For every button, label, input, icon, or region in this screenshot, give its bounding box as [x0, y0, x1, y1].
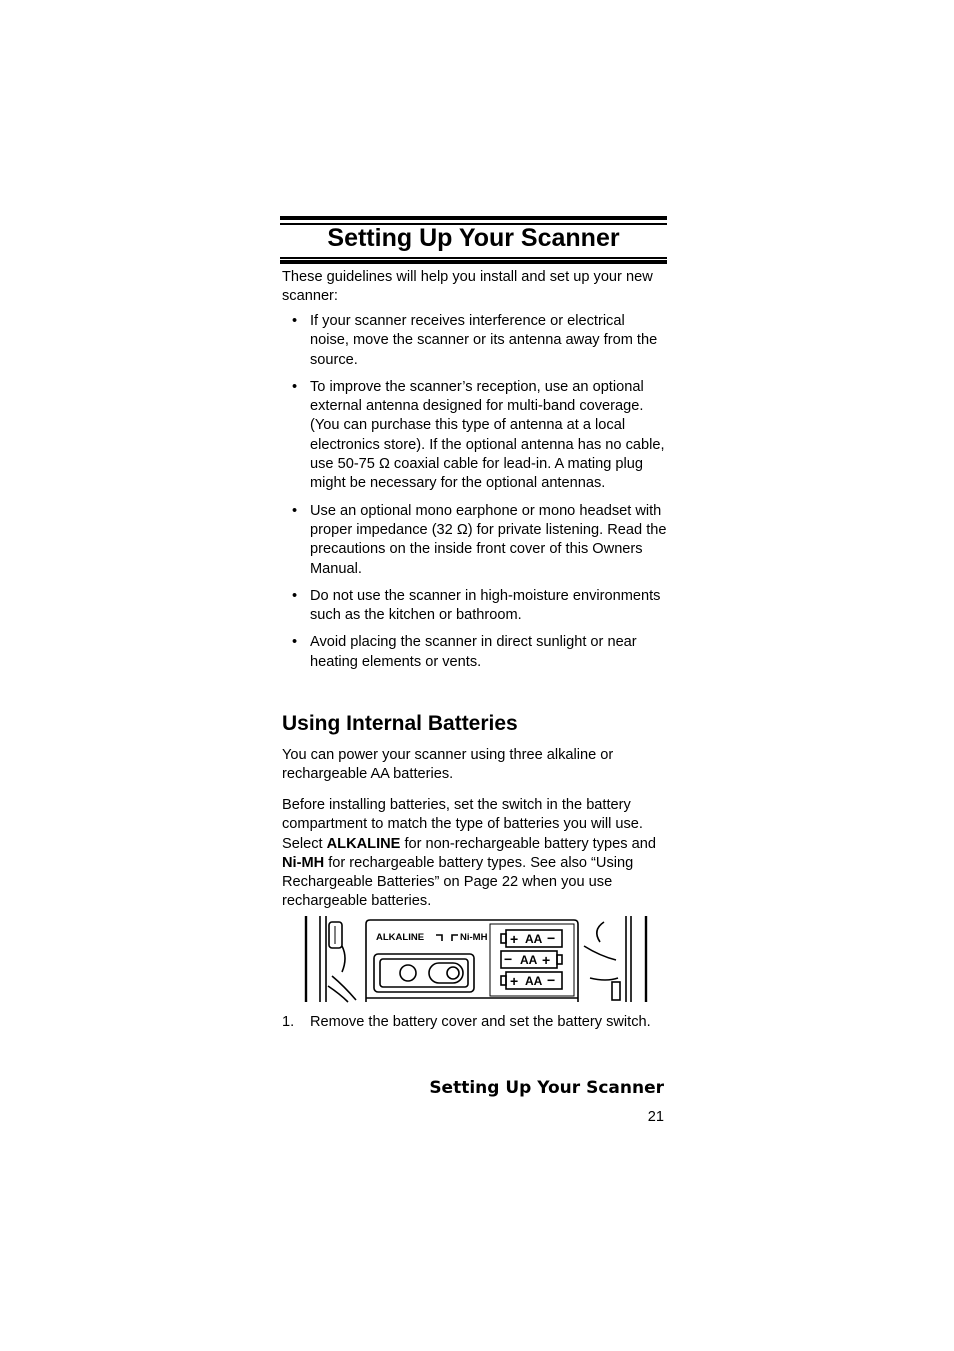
- title-rule-bottom: [280, 260, 667, 264]
- bullet-marker: •: [292, 634, 298, 651]
- battery-3-minus: −: [547, 972, 556, 988]
- list-item: • Do not use the scanner in high-moisture environments such as the kitchen or bathroom.: [292, 587, 661, 624]
- list-item: • To improve the scanner’s reception, use an optional external antenna designed for multi-band coverage. (You can purchase this type of antenna at a local electronics store). If the optional antenna has no cable, use 50-75 Ω coaxial cable for lead-in. A mating plug might be necessary for the optional antennas.: [292, 378, 665, 492]
- bullet-marker: •: [292, 313, 298, 329]
- battery-2-plus: +: [542, 952, 551, 968]
- running-footer-title: Setting Up Your Scanner: [429, 1078, 664, 1098]
- batteries-paragraph-1: You can power your scanner using three alkaline or rechargeable AA batteries.: [282, 747, 614, 783]
- list-item: • Use an optional mono earphone or mono headset with proper impedance (32 Ω) for private listening. Read the precautions on the inside front cover of this Owners Manual.: [292, 502, 667, 577]
- page-title: Setting Up Your Scanner: [327, 224, 620, 252]
- bullet-marker: •: [292, 378, 298, 395]
- battery-1-plus: +: [510, 931, 519, 947]
- battery-1-minus: −: [547, 930, 556, 946]
- battery-3-label: AA: [525, 974, 543, 988]
- alkaline-switch-label: ALKALINE: [376, 932, 425, 943]
- batteries-paragraph-2: Before installing batteries, set the switch in the battery compartment to match the type of batteries you will use. Select ALKALINE for non-rechargeable battery types and Ni-MH for rechargeable battery types. See also “Using Rechargeable Batteries” on Page 22 when you use rechargeable batteries.: [282, 797, 656, 910]
- battery-2-label: AA: [520, 953, 538, 967]
- bullet-marker: •: [292, 587, 298, 604]
- step-1: [282, 1013, 667, 1032]
- nimh-term: Ni-MH: [282, 854, 325, 871]
- battery-1-label: AA: [525, 932, 543, 946]
- nimh-switch-label: Ni-MH: [460, 932, 488, 943]
- alkaline-term: ALKALINE: [326, 835, 401, 852]
- title-rule-top: [280, 216, 667, 220]
- title-rule-bottom-thin: [280, 257, 667, 259]
- battery-3-plus: +: [510, 973, 519, 989]
- battery-2-minus: −: [504, 951, 513, 967]
- step-number: 1.: [282, 1014, 295, 1030]
- bullet-marker: •: [292, 502, 298, 519]
- battery-compartment-illustration: [304, 916, 648, 1004]
- list-item: • If your scanner receives interference or electrical noise, move the scanner or its antenna away from the source.: [292, 313, 658, 368]
- section-heading: Using Internal Batteries: [282, 712, 518, 735]
- step-text: Remove the battery cover and set the battery switch.: [310, 1014, 651, 1030]
- page-number: 21: [647, 1109, 664, 1125]
- list-item: • Avoid placing the scanner in direct sunlight or near heating elements or vents.: [292, 634, 637, 670]
- intro-paragraph: These guidelines will help you install and set up your new scanner:: [282, 269, 653, 305]
- guidelines-list: [282, 312, 667, 680]
